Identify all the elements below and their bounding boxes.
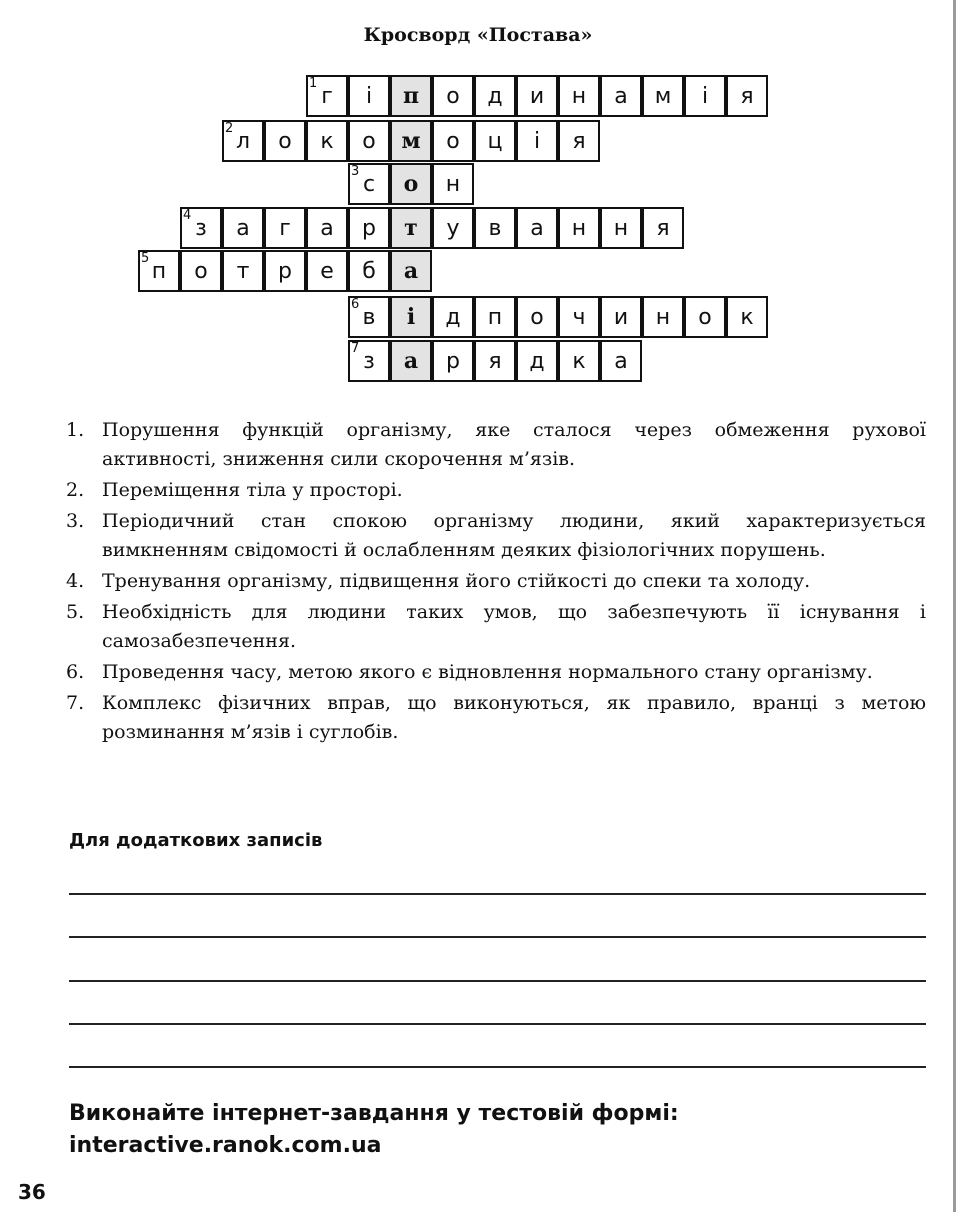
crossword-cell[interactable]: з [180, 207, 222, 249]
crossword-cell[interactable]: к [726, 296, 768, 338]
internet-task-link[interactable]: interactive.ranok.com.ua [69, 1133, 382, 1158]
crossword-cell[interactable]: о [684, 296, 726, 338]
crossword-row-number: 6 [351, 297, 360, 312]
clue-number: 3. [66, 510, 85, 532]
crossword-cell[interactable]: г [306, 75, 348, 117]
crossword-key-cell[interactable]: т [390, 207, 432, 249]
crossword-cell[interactable]: к [306, 120, 348, 162]
clue-item [66, 598, 926, 656]
crossword-cell[interactable]: к [558, 340, 600, 382]
crossword-cell[interactable]: н [642, 296, 684, 338]
clue-item [66, 507, 926, 565]
crossword-cell[interactable]: з [348, 340, 390, 382]
crossword-cell[interactable]: о [180, 250, 222, 292]
crossword-key-cell[interactable]: а [390, 250, 432, 292]
crossword-key-cell[interactable]: а [390, 340, 432, 382]
crossword-cell[interactable]: і [348, 75, 390, 117]
crossword-cell[interactable]: о [432, 75, 474, 117]
crossword-row-number: 4 [183, 208, 192, 223]
clue-item [66, 658, 926, 687]
clue-number: 2. [66, 479, 85, 501]
crossword-cell[interactable]: а [600, 340, 642, 382]
writing-line[interactable] [69, 980, 926, 982]
crossword-row-number: 7 [351, 341, 360, 356]
crossword-cell[interactable]: н [558, 75, 600, 117]
crossword-title: Кросворд «Постава» [363, 24, 593, 46]
clue-text: Порушення функцій організму, яке сталося через обмеження рухової активності, зниження сили скорочення м’язів. [102, 419, 926, 470]
clue-list [66, 416, 926, 749]
clue-text: Комплекс фізичних вправ, що виконуються, як правило, вранці з метою розминання м’язів і суглобів. [102, 692, 926, 743]
clue-number: 6. [66, 661, 85, 683]
crossword-cell[interactable]: м [642, 75, 684, 117]
crossword-cell[interactable]: р [348, 207, 390, 249]
writing-line[interactable] [69, 936, 926, 938]
clue-text: Проведення часу, метою якого є відновлення нормального стану організму. [102, 661, 873, 683]
clue-text: Періодичний стан спокою організму людини, який характеризується вимкненням свідомості й ослабленням деяких фізіологічних порушень. [102, 510, 926, 561]
crossword-cell[interactable]: я [726, 75, 768, 117]
crossword-cell[interactable]: л [222, 120, 264, 162]
clue-text: Переміщення тіла у просторі. [102, 479, 403, 501]
clue-number: 5. [66, 601, 85, 623]
crossword-cell[interactable]: н [600, 207, 642, 249]
crossword-cell[interactable]: п [474, 296, 516, 338]
crossword-cell[interactable]: ч [558, 296, 600, 338]
crossword-cell[interactable]: д [516, 340, 558, 382]
notes-heading: Для додаткових записів [69, 830, 323, 851]
crossword-cell[interactable]: н [432, 163, 474, 205]
crossword-cell[interactable]: н [558, 207, 600, 249]
clue-item [66, 567, 926, 596]
crossword-cell[interactable]: в [348, 296, 390, 338]
crossword-cell[interactable]: р [264, 250, 306, 292]
crossword-cell[interactable]: о [348, 120, 390, 162]
clue-number: 7. [66, 692, 85, 714]
crossword-cell[interactable]: а [600, 75, 642, 117]
clue-text: Тренування організму, підвищення його стійкості до спеки та холоду. [102, 570, 811, 592]
crossword-cell[interactable]: ц [474, 120, 516, 162]
crossword-cell[interactable]: я [474, 340, 516, 382]
crossword-cell[interactable]: а [306, 207, 348, 249]
crossword-cell[interactable]: с [348, 163, 390, 205]
crossword-key-cell[interactable]: і [390, 296, 432, 338]
crossword-cell[interactable]: б [348, 250, 390, 292]
crossword-cell[interactable]: в [474, 207, 516, 249]
clue-item [66, 476, 926, 505]
crossword-cell[interactable]: я [642, 207, 684, 249]
clue-text: Необхідність для людини таких умов, що забезпечують її існування і самозабезпечення. [102, 601, 926, 652]
crossword-cell[interactable]: р [432, 340, 474, 382]
crossword-cell[interactable]: т [222, 250, 264, 292]
crossword-cell[interactable]: д [432, 296, 474, 338]
writing-line[interactable] [69, 1023, 926, 1025]
clue-item [66, 416, 926, 474]
crossword-cell[interactable]: о [516, 296, 558, 338]
internet-task-text: Виконайте інтернет-завдання у тестовій формі: [69, 1101, 679, 1126]
crossword-cell[interactable]: я [558, 120, 600, 162]
crossword-cell[interactable]: у [432, 207, 474, 249]
writing-line[interactable] [69, 1066, 926, 1068]
crossword-cell[interactable]: г [264, 207, 306, 249]
crossword-cell[interactable]: і [684, 75, 726, 117]
crossword-key-cell[interactable]: о [390, 163, 432, 205]
crossword-cell[interactable]: и [516, 75, 558, 117]
crossword-cell[interactable]: і [516, 120, 558, 162]
crossword-row-number: 1 [309, 76, 318, 91]
crossword-row-number: 3 [351, 164, 360, 179]
clue-item [66, 689, 926, 747]
crossword-row-number: 2 [225, 121, 234, 136]
crossword-cell[interactable]: а [222, 207, 264, 249]
page-number: 36 [18, 1180, 46, 1204]
crossword-key-cell[interactable]: м [390, 120, 432, 162]
crossword-cell[interactable]: а [516, 207, 558, 249]
clue-number: 1. [66, 419, 85, 441]
crossword-cell[interactable]: о [432, 120, 474, 162]
crossword-row-number: 5 [141, 251, 150, 266]
crossword-cell[interactable]: д [474, 75, 516, 117]
clue-number: 4. [66, 570, 85, 592]
crossword-cell[interactable]: п [138, 250, 180, 292]
crossword-cell[interactable]: е [306, 250, 348, 292]
crossword-cell[interactable]: о [264, 120, 306, 162]
crossword-cell[interactable]: и [600, 296, 642, 338]
writing-line[interactable] [69, 893, 926, 895]
crossword-key-cell[interactable]: п [390, 75, 432, 117]
internet-task [69, 1098, 679, 1162]
